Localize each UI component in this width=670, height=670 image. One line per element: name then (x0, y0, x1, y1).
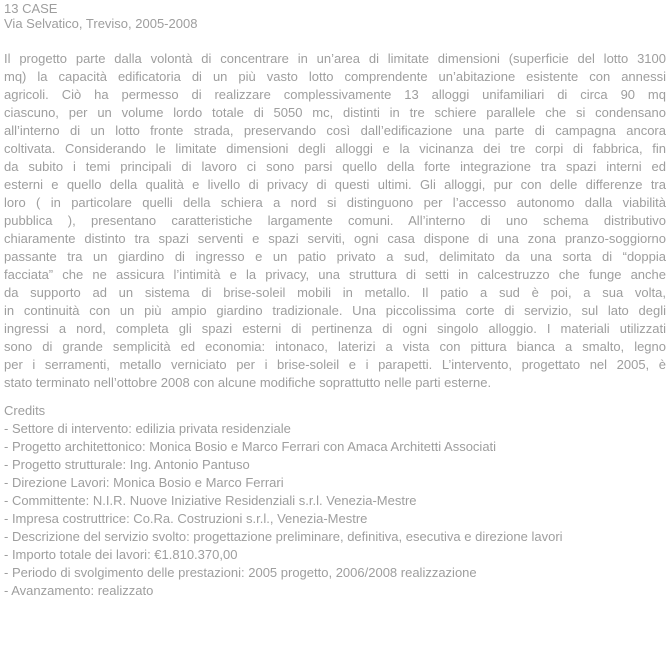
credit-item: - Direzione Lavori: Monica Bosio e Marco Ferrari (4, 475, 284, 490)
description-line: agricoli. Ciò ha permesso di realizzare complessivamente 13 alloggi unifamiliari di circa 90 mq (4, 87, 666, 102)
credit-item: - Impresa costruttrice: Co.Ra. Costruzioni s.r.l., Venezia-Mestre (4, 511, 368, 526)
credits-section (4, 402, 666, 600)
description-line: ciascuno, per un volume lordo totale di 5050 mc, distinti in tre schiere parallele che si condensano (4, 105, 666, 120)
credit-item: - Progetto architettonico: Monica Bosio e Marco Ferrari con Amaca Architetti Associati (4, 439, 497, 454)
description-line: all’interno di un lotto fronte strada, preservando così dall’edificazione una parte di campagna ancora (4, 123, 666, 138)
credit-item: - Periodo di svolgimento delle prestazioni: 2005 progetto, 2006/2008 realizzazione (4, 565, 477, 580)
credit-item: - Committente: N.I.R. Nuove Iniziative Residenziali s.r.l. Venezia-Mestre (4, 493, 417, 508)
project-description (4, 50, 666, 392)
description-line: esterni e quello della qualità e livello di privacy di questi ultimi. Gli alloggi, pur con delle differenze tra (4, 177, 666, 192)
credit-item: - Avanzamento: realizzato (4, 583, 154, 598)
description-line: chiaramente distinto tra spazi serventi e spazi serviti, ogni casa dispone di una zona pranzo-soggiorno (4, 231, 666, 246)
description-line: da supporto ad un sistema di brise-soleil mobili in metallo. Il patio a sud è poi, a sua volta, (4, 285, 666, 300)
description-line: mq) la capacità edificatoria di un più vasto lotto comprendente un’abitazione esistente con annessi (4, 69, 666, 84)
project-location: Via Selvatico, Treviso, 2005-2008 (4, 16, 198, 31)
description-line: passante tra un giardino di ingresso e un patio privato a sud, delimitato da una sorta di “doppia (4, 249, 666, 264)
credits-list (4, 420, 666, 600)
description-line: loro ( in particolare quelli della schiera a nord si distinguono per l’accesso autonomo dalla viabilità (4, 195, 666, 210)
description-line: sono di grande semplicità ed economia: intonaco, laterizi a vista con pittura bianca a smalto, legno (4, 339, 666, 354)
description-line: coltivata. Considerando le limitate dimensioni degli alloggi e la vicinanza dei tre corpi di fabbrica, fin (4, 141, 666, 156)
credit-item: - Descrizione del servizio svolto: progettazione preliminare, definitiva, esecutiva e direzione lavori (4, 529, 563, 544)
credit-item: - Settore di intervento: edilizia privata residenziale (4, 421, 291, 436)
description-line: in continuità con un più ampio giardino tradizionale. Una piccolissima corte di servizio, sul lato degli (4, 303, 666, 318)
description-line: stato terminato nell’ottobre 2008 con alcune modifiche soprattutto nelle parti esterne. (4, 375, 492, 390)
description-line: da subito i temi principali di lavoro ci sono parsi quello della forte integrazione tra spazi interni ed (4, 159, 666, 174)
description-line: pubblica ), presentano caratteristiche largamente comuni. All’interno di uno schema distributivo (4, 213, 666, 228)
description-line: per i serramenti, metallo verniciato per i brise-soleil e i parapetti. L’intervento, progettato nel 2005, è (4, 357, 666, 372)
credit-item: - Progetto strutturale: Ing. Antonio Pantuso (4, 457, 250, 472)
project-title: 13 CASE (4, 1, 58, 16)
description-line: Il progetto parte dalla volontà di concentrare in un’area di limitate dimensioni (superficie del lotto 3100 (4, 51, 666, 66)
description-line: facciata” che ne assicura l’intimità e la privacy, una struttura di setti in calcestruzzo che funge anche (4, 267, 666, 282)
project-header (4, 1, 666, 31)
credits-heading: Credits (4, 403, 46, 418)
description-line: ingressi a nord, completa gli spazi esterni di pertinenza di ogni singolo alloggio. I materiali utilizzati (4, 321, 666, 336)
credit-item: - Importo totale dei lavori: €1.810.370,00 (4, 547, 238, 562)
